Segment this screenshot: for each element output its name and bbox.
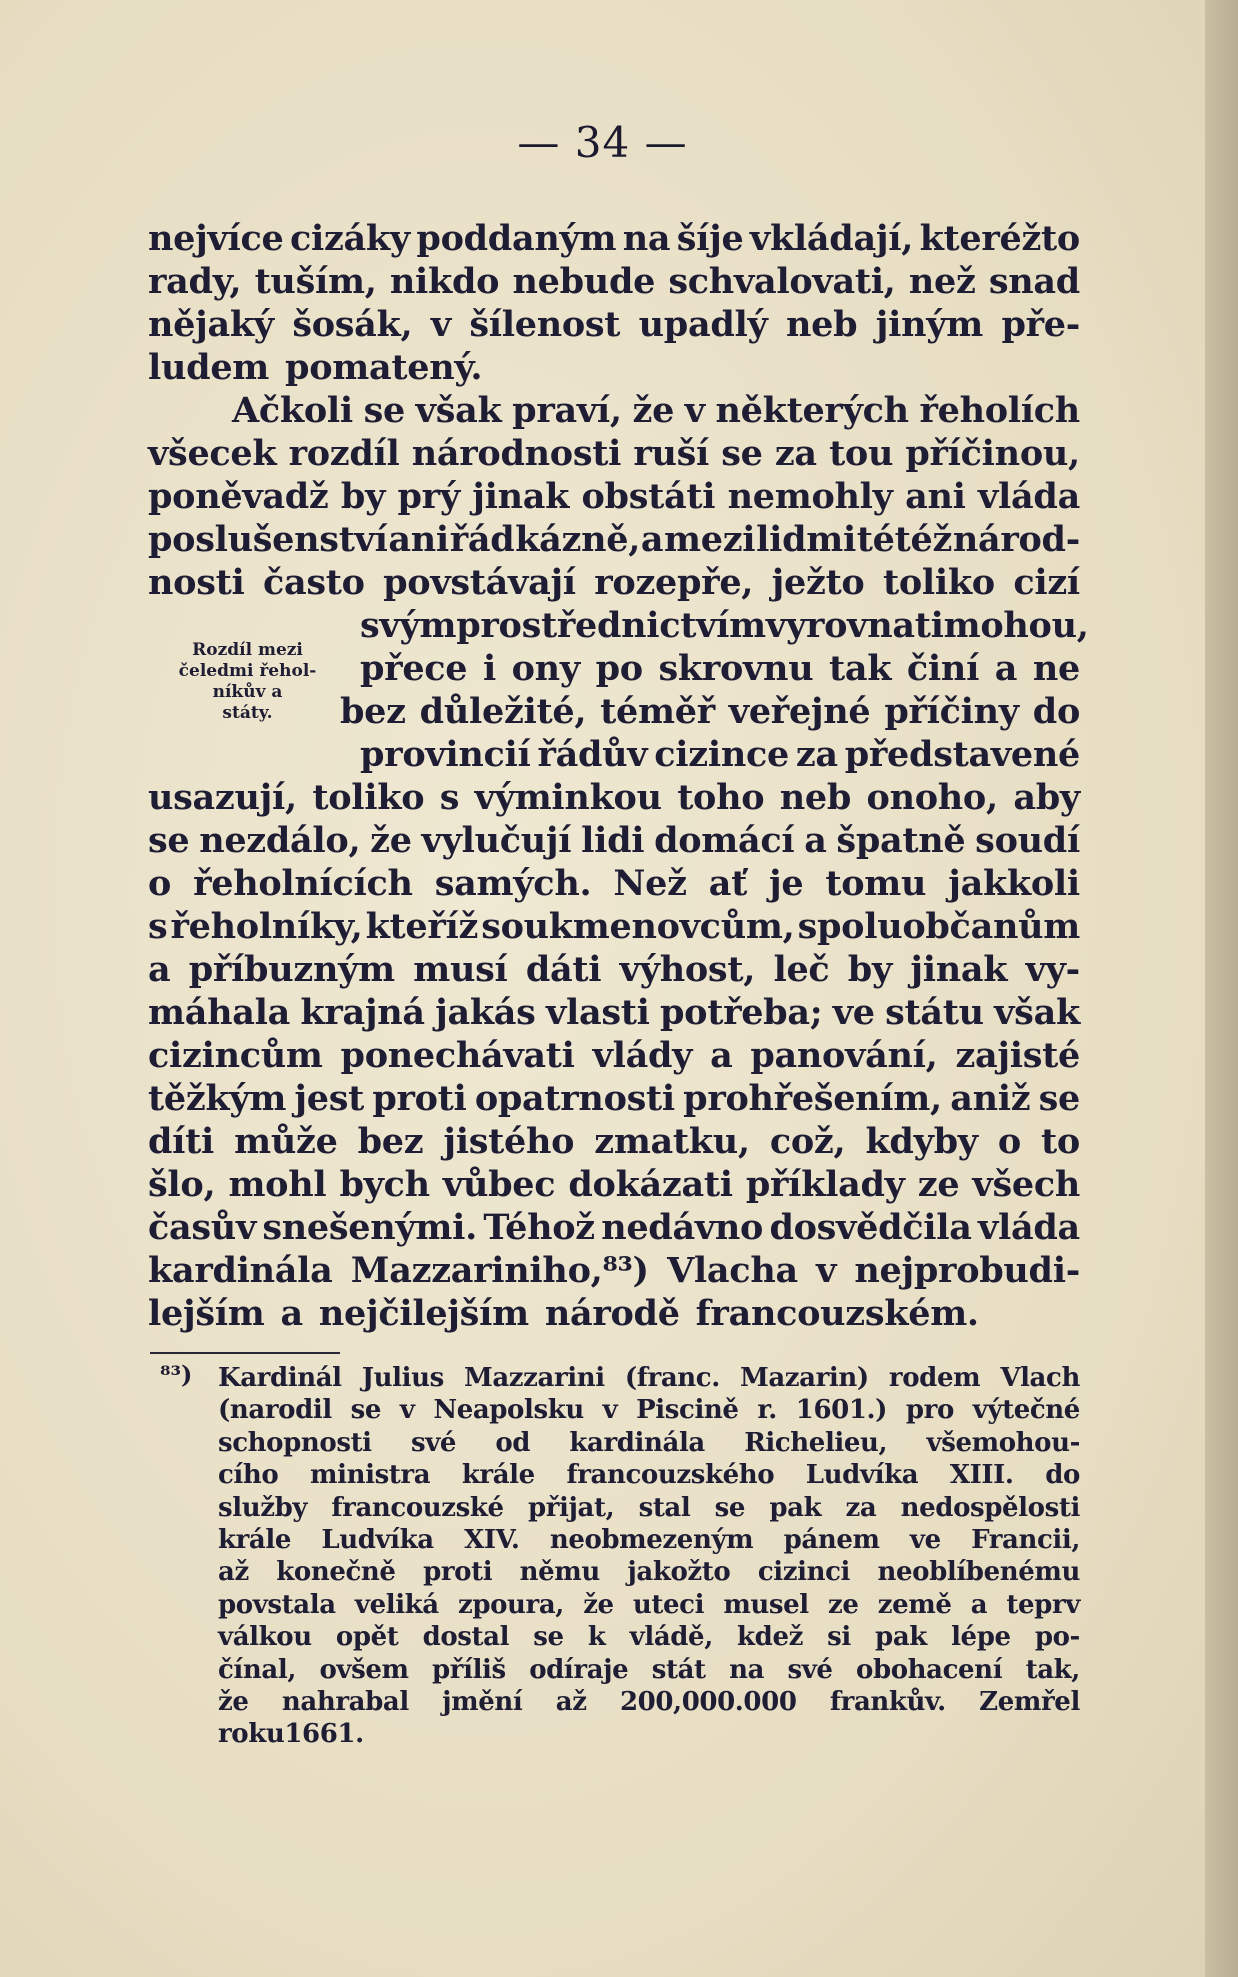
margin-note-line: čeledmi řehol- — [178, 661, 317, 681]
body-line: o řeholnících samých. Než ať je tomu jakkoli — [148, 863, 1080, 904]
body-line: svým prostřednictvím vyrovnati mohou, — [360, 605, 1089, 646]
body-line: provincií řádův cizince za představené — [360, 734, 1080, 775]
footnote-line: povstala veliká zpoura, že uteci musel ze země a teprv — [218, 1589, 1080, 1620]
body-line: ludem pomatený. — [148, 347, 483, 388]
body-line: rady, tuším, nikdo nebude schvalovati, než snad — [148, 261, 1080, 302]
margin-note — [150, 640, 345, 724]
footnote-line: roku 1661. — [218, 1719, 364, 1750]
body-line: s řeholníky, kteříž soukmenovcům, spoluobčanům — [148, 906, 1080, 947]
footnote-line: čínal, ovšem příliš odíraje stát na své obohacení tak, — [218, 1654, 1080, 1685]
body-line: nějaký šosák, v šílenost upadlý neb jiným pře- — [148, 304, 1080, 345]
footnote-line: služby francouzské přijat, stal se pak za nedospělosti — [218, 1492, 1080, 1523]
footnote-line: schopnosti své od kardinála Richelieu, všemohou- — [218, 1427, 1080, 1458]
body-line: díti může bez jistého zmatku, což, kdyby o to — [148, 1121, 1080, 1162]
footnote-line: cího ministra krále francouzského Ludvíka XIII. do — [218, 1460, 1080, 1491]
footnote-line: (narodil se v Neapolsku v Piscině r. 1601.) pro výtečné — [218, 1395, 1080, 1426]
body-line: cizincům ponechávati vlády a panování, zajisté — [148, 1035, 1080, 1076]
body-line: a příbuzným musí dáti výhost, leč by jinak vy- — [148, 949, 1080, 990]
footnote-marker: ⁸³) — [160, 1360, 193, 1389]
body-line: usazují, toliko s výminkou toho neb onoho, aby — [148, 777, 1080, 818]
page-number-header: — 34 — — [517, 118, 688, 167]
margin-note-line: níkův a — [212, 682, 283, 702]
body-line: lejším a nejčilejším národě francouzském. — [148, 1293, 979, 1334]
body-line: všecek rozdíl národnosti ruší se za tou příčinou, — [148, 433, 1080, 474]
footnote-line: až konečně proti němu jakožto cizinci neoblíbenému — [218, 1557, 1080, 1588]
body-line: máhala krajná jakás vlasti potřeba; ve státu však — [148, 992, 1080, 1033]
body-line: Ačkoli se však praví, že v některých řeholích — [232, 390, 1080, 431]
body-line: šlo, mohl bych vůbec dokázati příklady ze všech — [148, 1164, 1080, 1205]
body-line: těžkým jest proti opatrnosti prohřešením, aniž se — [148, 1078, 1080, 1119]
footnote-line: že nahrabal jmění až 200,000.000 frankův. Zemřel — [218, 1687, 1080, 1717]
footnote-line: krále Ludvíka XIV. neobmezeným pánem ve Francii, — [218, 1525, 1080, 1555]
body-line: poslušenství ani řád kázně, a mezi lidmi tétéž národ- — [148, 519, 1080, 560]
footnote-line: válkou opět dostal se k vládě, kdež si pak lépe po- — [218, 1622, 1080, 1653]
page-edge — [1205, 0, 1238, 1977]
body-line: poněvadž by prý jinak obstáti nemohly ani vláda — [148, 476, 1080, 517]
body-line: kardinála Mazzariniho,⁸³) Vlacha v nejprobudi- — [148, 1250, 1080, 1291]
body-line: bez důležité, téměř veřejné příčiny do — [340, 691, 1080, 732]
body-line: časův snešenými. Téhož nedávno dosvědčila vláda — [148, 1207, 1080, 1248]
body-line: přece i ony po skrovnu tak činí a ne — [360, 648, 1080, 689]
margin-note-line: státy. — [222, 703, 273, 723]
footnote-separator — [150, 1352, 340, 1354]
body-line: nosti často povstávají rozepře, ježto toliko cizí — [148, 562, 1080, 603]
body-line: nejvíce cizáky poddaným na šíje vkládají, kteréžto — [148, 218, 1080, 259]
footnote-line: Kardinál Julius Mazzarini (franc. Mazarin) rodem Vlach — [218, 1363, 1080, 1393]
margin-note-line: Rozdíl mezi — [192, 640, 303, 660]
body-line: se nezdálo, že vylučují lidi domácí a špatně soudí — [148, 820, 1080, 861]
